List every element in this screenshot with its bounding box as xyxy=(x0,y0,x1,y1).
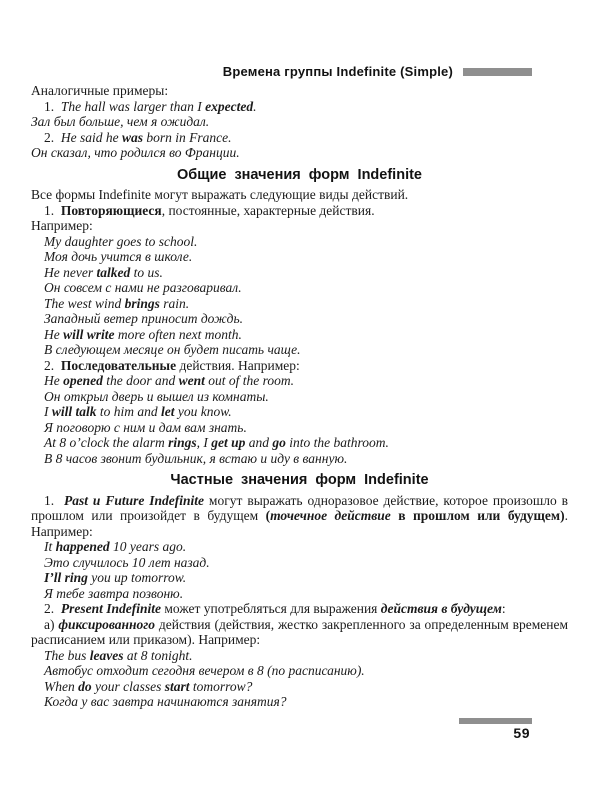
example-line: He will write more often next month. xyxy=(44,326,242,342)
text-line: 2. Present Indefinite может употребляться для выражения действия в будущем: xyxy=(44,601,506,616)
footer-bar-decoration xyxy=(459,718,532,724)
running-header-title: Времена группы Indefinite (Simple) xyxy=(222,64,453,79)
example-line: The west wind brings rain. xyxy=(44,295,190,311)
text-line: 2. He said he was born in France. xyxy=(44,129,232,145)
text-line: Зал был больше, чем я ожидал. xyxy=(31,114,210,129)
example-line: When do your classes start tomorrow? xyxy=(44,678,253,694)
example-line: Он совсем с нами не разговаривал. xyxy=(44,280,242,295)
text-line: Например: xyxy=(31,218,93,233)
example-line: Это случилось 10 лет назад. xyxy=(44,554,210,570)
example-line: I will talk to him and let you know. xyxy=(44,404,232,419)
example-line: He opened the door and went out of the room. xyxy=(44,373,295,388)
example-line: Западный ветер приносит дождь. xyxy=(44,311,243,326)
example-line: Он открыл дверь и вышел из комнаты. xyxy=(44,388,269,404)
example-line: I’ll ring you up tomorrow. xyxy=(44,570,187,585)
text-line: Все формы Indefinite могут выражать следующие виды действий. xyxy=(31,187,409,202)
example-line: Автобус отходит сегодня вечером в 8 (по расписанию). xyxy=(44,663,365,678)
example-line: He never talked to us. xyxy=(44,264,163,280)
example-line: Когда у вас завтра начинаются занятия? xyxy=(44,694,287,709)
page-number: 59 xyxy=(513,725,530,741)
example-line: Я тебе завтра позвоню. xyxy=(44,585,184,601)
text-line: 2. Последовательные действия. Например: xyxy=(44,357,300,373)
example-line: В 8 часов звонит будильник, я встаю и иду в ванную. xyxy=(44,450,348,466)
header-bar-decoration xyxy=(463,68,532,76)
text-line: 1. Повторяющиеся, постоянные, характерные действия. xyxy=(44,202,375,218)
text-line: Он сказал, что родился во Франции. xyxy=(31,145,240,160)
paragraph: а) фиксированного действия (действия, жестко закрепленного за определенным временем расписанием или приказом). Например: xyxy=(31,616,568,647)
example-line: В следующем месяце он будет писать чаще. xyxy=(44,342,301,357)
text-line: 1. The hall was larger than I expected. xyxy=(44,98,257,114)
example-line: It happened 10 years ago. xyxy=(44,539,187,554)
example-line: My daughter goes to school. xyxy=(44,233,198,249)
page-content xyxy=(31,83,568,710)
paragraph: 1. Past и Future Indefinite могут выражать одноразовое действие, которое произошло в прошлом или произойдет в будущем (точечное действие в прошлом или будущем). Например: xyxy=(31,492,569,539)
running-header xyxy=(223,64,532,79)
example-line: At 8 o’clock the alarm rings, I get up and go into the bathroom. xyxy=(44,435,389,450)
example-line: Я поговорю с ним и дам вам знать. xyxy=(44,419,247,435)
example-line: The bus leaves at 8 tonight. xyxy=(44,647,193,663)
section-heading: Частные значения форм Indefinite xyxy=(170,472,429,488)
example-line: Моя дочь учится в школе. xyxy=(44,249,193,264)
text-line: Аналогичные примеры: xyxy=(31,83,169,98)
section-heading: Общие значения форм Indefinite xyxy=(176,166,422,183)
